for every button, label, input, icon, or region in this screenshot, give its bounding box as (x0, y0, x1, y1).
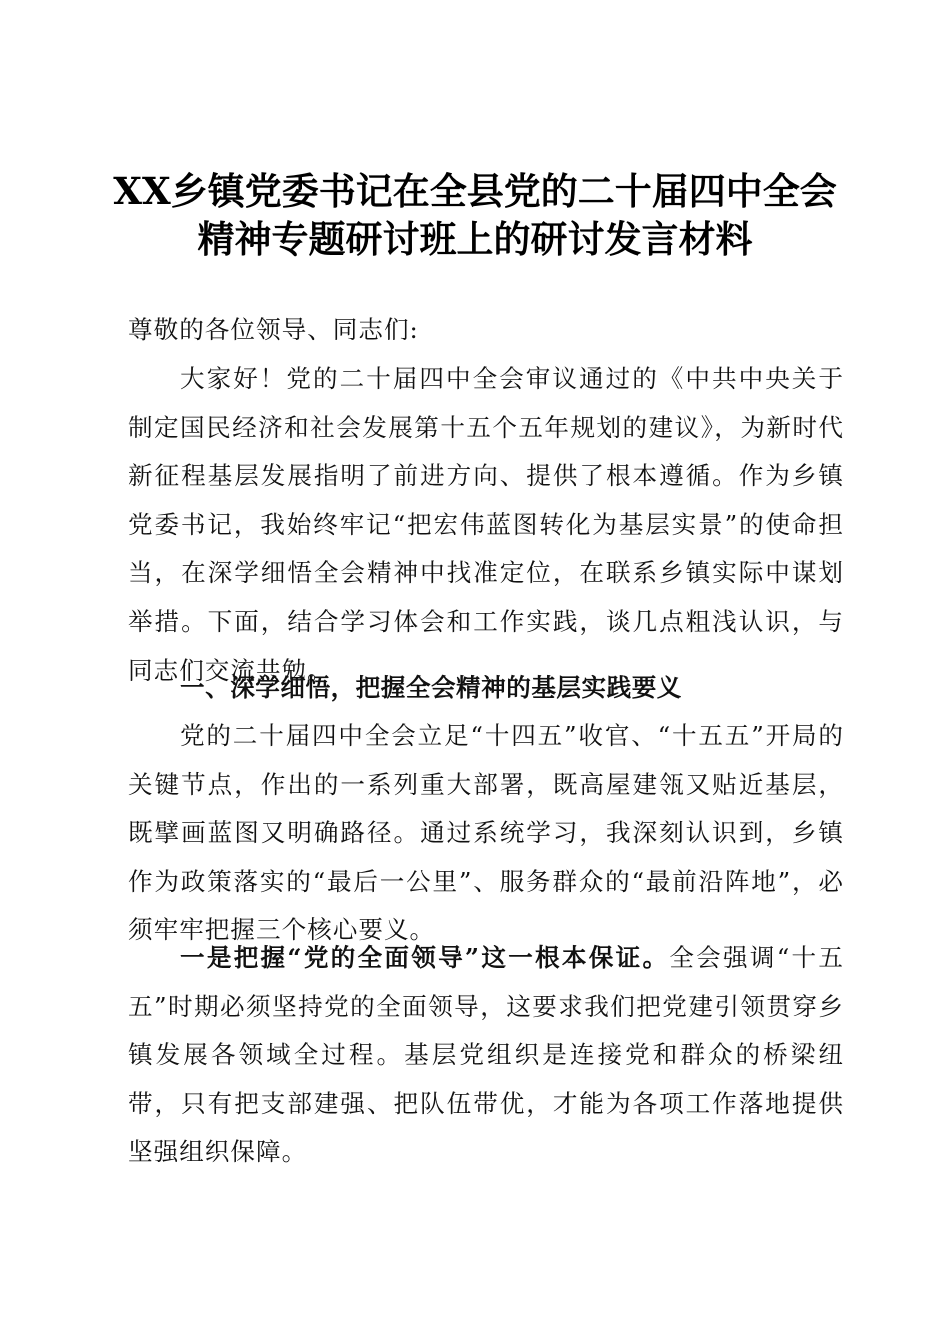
paragraph-point-1 (128, 934, 844, 1177)
point-1-body: 全会强调“十五五”时期必须坚持党的全面领导，这要求我们把党建引领贯穿乡镇发展各领域全过程。基层党组织是连接党和群众的桥梁纽带，只有把支部建强、把队伍带优，才能为各项工作落地提供坚强组织保障。 (128, 943, 845, 1167)
document-title-line-1: XX乡镇党委书记在全县党的二十届四中全会 (113, 169, 837, 213)
point-1-lead: 一是把握“党的全面领导”这一根本保证。 (180, 943, 670, 972)
paragraph-intro: 大家好！党的二十届四中全会审议通过的《中共中央关于制定国民经济和社会发展第十五个五年规划的建议》，为新时代新征程基层发展指明了前进方向、提供了根本遵循。作为乡镇党委书记，我始终牢记“把宏伟蓝图转化为基层实景”的使命担当，在深学细悟全会精神中找准定位，在联系乡镇实际中谋划举措。下面，结合学习体会和工作实践，谈几点粗浅认识，与同志们交流共勉。 (128, 364, 844, 685)
document-title-line-2: 精神专题研讨班上的研讨发言材料 (197, 217, 753, 261)
paragraph-section-1: 党的二十届四中全会立足“十四五”收官、“十五五”开局的关键节点，作出的一系列重大部署，既高屋建瓴又贴近基层，既擘画蓝图又明确路径。通过系统学习，我深刻认识到，乡镇作为政策落实的“最后一公里”、服务群众的“最前沿阵地”，必须牢牢把握三个核心要义。 (128, 721, 844, 945)
greeting: 尊敬的各位领导、同志们: (128, 315, 419, 344)
section-heading-1: 一、深学细悟，把握全会精神的基层实践要义 (180, 673, 682, 702)
